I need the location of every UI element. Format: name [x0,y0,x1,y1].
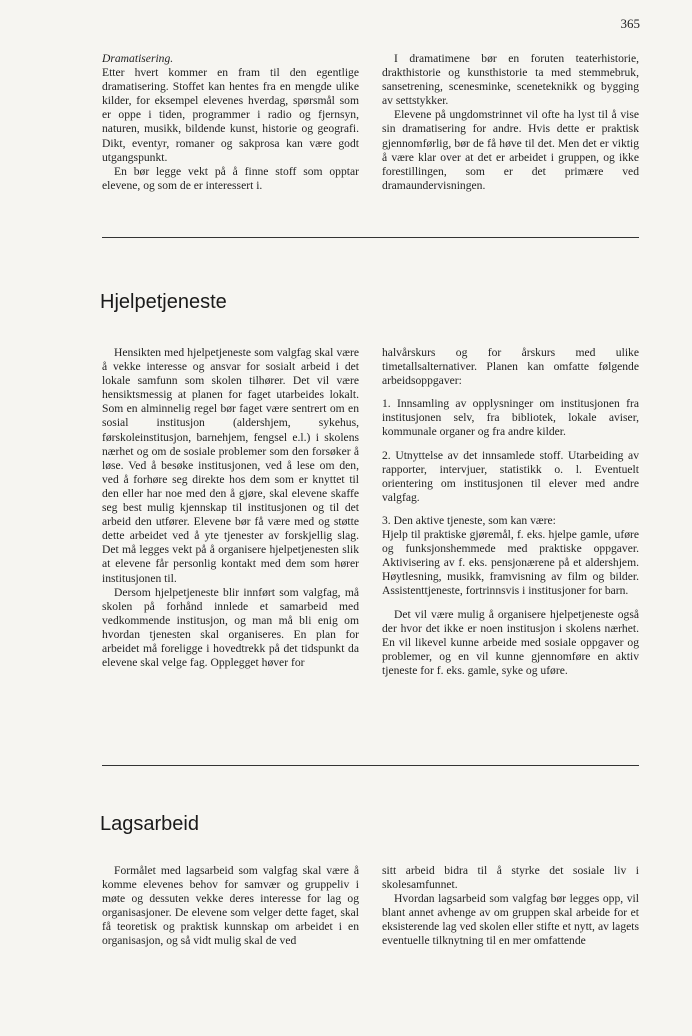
section-divider [102,237,639,238]
paragraph: Elevene på ungdomstrinnet vil ofte ha lyst til å vise sin dramatisering for andre. Hvis dette er praktisk gjennomførlig, bør de få høve til det. Men det er viktig å være klar over at det er arbeidet i gruppen, og ikke forestillingen, som er det primære ved dramaundervisningen. [382,108,639,192]
section-divider [102,765,639,766]
dramatisering-label: Dramatisering. [102,52,174,65]
lagsarbeid-right-column [382,864,639,949]
list-item: 1. Innsamling av opplysninger om institusjonen fra institusjonen selv, fra bibliotek, lokale aviser, kommunale organer og fra andre kilder. [382,397,639,439]
paragraph: En bør legge vekt på å finne stoff som opptar elevene, og som de er interessert i. [102,164,359,192]
paragraph: Det vil være mulig å organisere hjelpetjeneste også der hvor det ikke er noen institusjon i skolens nærhet. En vil likevel kunne arbeide med sosiale oppgaver og problemer, og en vil kunne gjennomføre en aktiv tjeneste for f. eks. gamle, syke og uføre. [382,607,639,677]
list-item: 2. Utnyttelse av det innsamlede stoff. Utarbeiding av rapporter, intervjuer, statistikk o. l. Eventuelt orientering om institusjonen til elever med andre valgfag. [382,448,639,504]
paragraph: Etter hvert kommer en fram til den egentlige dramatisering. Stoffet kan hentes fra en mengde ulike kilder, for eksempel elevenes hverdag, spørsmål som er oppe i tiden, programmer i radio og fjernsyn, naturen, musikk, bildende kunst, historie og geografi. Dikt, eventyr, romaner og sakprosa kan være godt utgangspunkt. [102,66,359,164]
page-number: 365 [620,16,640,31]
hjelpetjeneste-section [102,346,639,678]
paragraph: Formålet med lagsarbeid som valgfag skal være å komme elevenes behov for samvær og gruppeliv i møte og dessuten vekke deres interesse for lag og organisasjoner. De elevene som velger dette faget, skal få teoretisk og praktisk kunnskap om arbeidet i en organisasjon, og så vidt mulig skal de ved [102,864,359,948]
hjelpetjeneste-heading: Hjelpetjeneste [100,291,227,313]
list-item-title: 3. Den aktive tjeneste, som kan være: [382,513,556,527]
list-item-body: Hjelp til praktiske gjøremål, f. eks. hjelpe gamle, uføre og funksjonshemmede med praktiske oppgaver. Aktivisering av f. eks. pensjonærene på et aldershjem. Høytlesning, musikk, framvisning av film og bilder. Assistenttjeneste, fortrinnsvis i institusjoner for barn. [382,528,639,598]
hjelpetjeneste-left-column [102,346,359,678]
hjelpetjeneste-right-column [382,346,639,678]
lagsarbeid-section [102,864,639,949]
dramatisering-section [102,52,639,193]
lagsarbeid-left-column [102,864,359,949]
paragraph: Hensikten med hjelpetjeneste som valgfag skal være å vekke interesse og ansvar for sosialt arbeid i det lokale samfunn som skolen tilhører. Det vil være hensiktsmessig at planen for faget utarbeides lokalt. Som en alminnelig regel bør faget være sentrert om en sosial institusjon (aldershjem, sykehus, førskoleinstitusjon, barnehjem, fengsel e.l.) i skolens nærhet og om de sosiale problemer som den forsøker å løse. Ved å besøke institusjonen, ved å lese om den, ved å forhøre seg direkte hos dem som er knyttet til den eller har noe med den å gjøre, skal elevene skaffe seg best mulig kjennskap til institusjonen og til det arbeid den utfører. Elevene bør få være med og støtte dette arbeidet ved å yte tjenester av forskjellig slag. Det må legges vekt på å organisere hjelpetjenesten slik at elevene får personlig kontakt med dem som hører institusjonen til. [102,346,359,585]
paragraph: I dramatimene bør en foruten teaterhistorie, drakthistorie og kunsthistorie ta med stemmebruk, sansetrening, scenesminke, sceneteknikk og bygging av settstykker. [382,52,639,108]
dramatisering-left-column [102,52,359,193]
paragraph: Hvordan lagsarbeid som valgfag bør legges opp, vil blant annet avhenge av om gruppen skal arbeide for et eksisterende lag ved skolen eller stifte et nytt, av lagets eventuelle tilknytning til en mer omfattende [382,892,639,948]
paragraph: halvårskurs og for årskurs med ulike timetallsalternativer. Planen kan omfatte følgende arbeidsoppgaver: [382,346,639,388]
dramatisering-right-column [382,52,639,193]
paragraph: Dersom hjelpetjeneste blir innført som valgfag, må skolen på forhånd innlede et samarbeid med vedkommende institusjon, og man må bli enig om hvordan tjenesten skal organiseres. En plan for arbeidet må foreligge i hovedtrekk på det tidspunkt da elevene skal velge fag. Opplegget høver for [102,585,359,670]
paragraph: sitt arbeid bidra til å styrke det sosiale liv i skolesamfunnet. [382,864,639,892]
lagsarbeid-heading: Lagsarbeid [100,813,199,835]
